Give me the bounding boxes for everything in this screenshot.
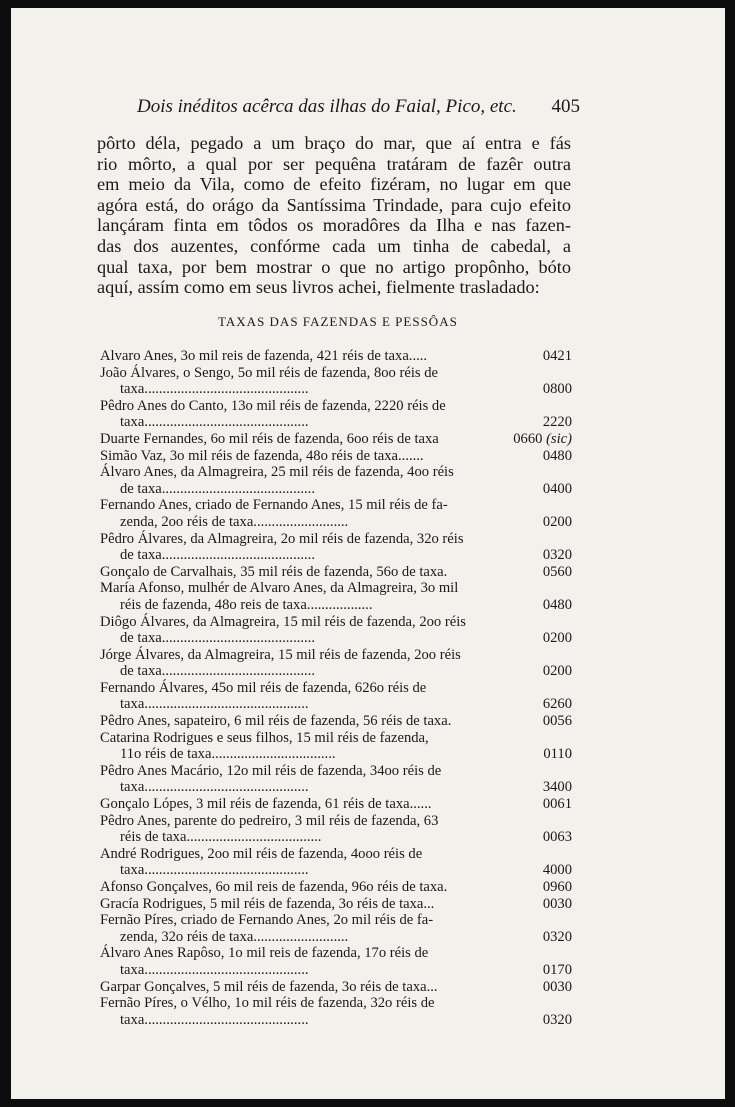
ledger-entry-text: Fernão Píres, criado de Fernando Anes, 2o mil réis de fa- [100,912,434,929]
page-header [100,96,580,122]
ledger-amount-value: 0030 [542,895,572,912]
ledger-row [100,398,572,415]
ledger-entry-text: de taxa.......................................... [120,480,315,497]
ledger-row [100,481,572,498]
paragraph-line: lançáram finta em tôdos os moradôres da Ilha e nas fazen- [97,215,571,236]
ledger-entry-text: Gonçalo Lópes, 3 mil réis de fazenda, 61 réis de taxa...... [100,796,432,813]
ledger-amount [543,448,572,465]
ledger-entry-text: Pêdro Anes, sapateiro, 6 mil réis de fazenda, 56 réis de taxa. [100,713,452,730]
ledger-amount-value: 0061 [542,796,572,813]
ledger-entry-text: Pêdro Álvares, da Almagreira, 2o mil réis de fazenda, 32o réis [100,530,464,547]
ledger-row [100,365,572,382]
ledger-row [100,381,572,398]
ledger-entry-text: Fernando Anes, criado de Fernando Anes, 15 mil réis de fa- [100,497,448,514]
ledger-entry-text: Simão Vaz, 3o mil réis de fazenda, 48o réis de taxa....... [100,447,424,464]
page-number: 405 [551,96,580,117]
ledger-row [100,614,572,631]
ledger-amount-value: 2220 [542,414,572,431]
ledger-amount [543,779,572,796]
ledger-amount-value: 0480 [542,447,572,464]
ledger-row [100,813,572,830]
ledger-entry-text: Gracía Rodrigues, 5 mil réis de fazenda, 3o réis de taxa... [100,895,435,912]
paragraph-line: em meio da Vila, como de efeito fizéram, no lugar em que [97,174,571,195]
ledger-amount [543,696,572,713]
ledger-amount-value: 0200 [542,630,572,647]
ledger-amount [543,713,572,730]
ledger-row [100,630,572,647]
ledger-row [100,945,572,962]
ledger-amount-value: 0400 [542,480,572,497]
ledger-entry-text: taxa............................................. [120,1011,309,1028]
ledger-amount-value: 0660 [513,430,543,447]
ledger-amount-value: 0200 [542,513,572,530]
ledger-amount-value: 0421 [542,348,572,364]
ledger-amount [543,414,572,431]
ledger-amount [543,663,572,680]
ledger-amount-value: 0200 [542,663,572,680]
ledger-row [100,348,572,365]
ledger-amount-value: 0056 [542,713,572,730]
ledger-row [100,547,572,564]
ledger-entry-text: réis de fazenda, 48o reis de taxa.................. [120,596,373,613]
ledger-row [100,448,572,465]
paragraph-line: rio môrto, a qual por ser pequêna tratáram de fazêr outra [97,153,571,174]
ledger-amount [543,929,572,946]
ledger-entry-text: Alvaro Anes, 3o mil reis de fazenda, 421 réis de taxa..... [100,348,428,364]
ledger-entry-text: Jórge Álvares, da Almagreira, 15 mil réis de fazenda, 2oo réis [100,646,461,663]
ledger-row [100,829,572,846]
ledger-note: (sic) [546,430,572,447]
ledger-amount-value: 0030 [542,978,572,995]
ledger-amount [543,862,572,879]
ledger-entry-text: Pêdro Anes Macário, 12o mil réis de fazenda, 34oo réis de [100,762,442,779]
ledger-row [100,879,572,896]
section-title: TAXAS DAS FAZENDAS E PESSÔAS [218,314,458,329]
ledger-amount-value: 0320 [542,928,572,945]
ledger-amount-value: 0800 [542,381,572,398]
ledger-entry-text: taxa............................................. [120,779,309,796]
ledger-entry-text: Catarina Rodrigues e seus filhos, 15 mil réis de fazenda, [100,729,429,746]
ledger-row [100,779,572,796]
ledger-entry-text: André Rodrigues, 2oo mil réis de fazenda, 4ooo réis de [100,845,423,862]
ledger-row [100,862,572,879]
ledger-row [100,896,572,913]
ledger-amount-value: 0560 [542,563,572,580]
ledger-amount-value: 0320 [542,547,572,564]
ledger-row [100,464,572,481]
ledger-amount [513,431,572,448]
ledger-amount [543,630,572,647]
ledger-entry-text: de taxa.......................................... [120,630,315,647]
ledger-row [100,580,572,597]
ledger-entry-text: Diôgo Álvares, da Almagreira, 15 mil réis de fazenda, 2oo réis [100,613,466,630]
ledger-amount [543,962,572,979]
ledger-row [100,514,572,531]
paragraph-line: das dos auzentes, confórme cada um tinha de cabedal, a [97,235,571,256]
ledger-row [100,713,572,730]
ledger-entry-text: zenda, 2oo réis de taxa.......................... [120,513,349,530]
paragraph-line: aquí, assím como em seus livros achei, fielmente trasladado: [97,277,540,298]
ledger-amount-value: 0063 [542,829,572,846]
ledger-amount [543,547,572,564]
ledger-entry-text: taxa............................................. [120,381,309,398]
ledger-row [100,995,572,1012]
ledger-entry-text: de taxa.......................................... [120,547,315,564]
ledger-entry-text: Garpar Gonçalves, 5 mil réis de fazenda, 3o réis de taxa... [100,978,438,995]
ledger-amount [543,481,572,498]
ledger-row [100,597,572,614]
ledger-amount [543,746,572,763]
running-title: Dois inéditos acêrca das ilhas do Faial, Pico, etc. [137,96,517,117]
ledger-amount [543,597,572,614]
ledger-row [100,431,572,448]
ledger-amount-value: 0960 [542,879,572,895]
ledger-amount [543,381,572,398]
ledger-amount [543,896,572,913]
ledger-entry-text: Duarte Fernandes, 6o mil réis de fazenda, 6oo réis de taxa [100,430,439,447]
ledger-row [100,979,572,996]
ledger-entry-text: Fernão Píres, o Vélho, 1o mil réis de fazenda, 32o réis de [100,995,435,1012]
ledger-amount [543,348,572,365]
tax-ledger [100,348,572,1028]
ledger-amount [543,1012,572,1029]
ledger-entry-text: María Afonso, mulhér de Alvaro Anes, da Almagreira, 3o mil [100,580,459,597]
ledger-entry-text: Pêdro Anes, parente do pedreiro, 3 mil réis de fazenda, 63 [100,812,439,829]
ledger-row [100,663,572,680]
ledger-entry-text: Afonso Gonçalves, 6o mil reis de fazenda, 96o réis de taxa. [100,879,448,895]
paragraph-line: agóra está, do orágo da Santíssima Trindade, para cujo efeito [97,194,571,215]
ledger-row [100,564,572,581]
ledger-row [100,929,572,946]
paragraph-line: qual taxa, por bem mostrar o que no artigo propônho, bóto [97,256,571,277]
ledger-row [100,912,572,929]
ledger-amount-value: 0110 [543,746,572,763]
ledger-row [100,846,572,863]
ledger-entry-text: Álvaro Anes Rapôso, 1o mil reis de fazenda, 17o réis de [100,945,429,962]
ledger-amount [543,879,572,896]
ledger-amount-value: 0320 [542,1011,572,1028]
ledger-entry-text: taxa............................................. [120,696,309,713]
ledger-amount-value: 4000 [542,862,572,879]
ledger-amount [543,514,572,531]
ledger-amount-value: 3400 [542,779,572,796]
ledger-entry-text: taxa............................................. [120,414,309,431]
paragraph-line: pôrto déla, pegado a um braço do mar, que aí entra e fás [97,133,571,153]
ledger-row [100,696,572,713]
ledger-row [100,414,572,431]
ledger-row [100,680,572,697]
ledger-amount [543,829,572,846]
ledger-entry-text: João Álvares, o Sengo, 5o mil réis de fazenda, 8oo réis de [100,364,438,381]
ledger-row [100,647,572,664]
ledger-entry-text: Fernando Álvares, 45o mil réis de fazenda, 626o réis de [100,679,427,696]
ledger-row [100,763,572,780]
ledger-amount [543,979,572,996]
ledger-row [100,962,572,979]
ledger-amount [543,564,572,581]
ledger-amount-value: 6260 [542,696,572,713]
body-paragraph [97,133,571,298]
ledger-entry-text: taxa............................................. [120,961,309,978]
ledger-entry-text: Álvaro Anes, da Almagreira, 25 mil réis de fazenda, 4oo réis [100,464,454,481]
ledger-row [100,497,572,514]
ledger-row [100,746,572,763]
ledger-amount-value: 0170 [542,961,572,978]
ledger-row [100,1012,572,1029]
ledger-row [100,730,572,747]
ledger-amount [543,796,572,813]
ledger-entry-text: de taxa.......................................... [120,663,315,680]
ledger-entry-text: 11o réis de taxa.................................. [120,746,336,763]
ledger-row [100,796,572,813]
ledger-entry-text: Pêdro Anes do Canto, 13o mil réis de fazenda, 2220 réis de [100,397,446,414]
ledger-row [100,531,572,548]
ledger-entry-text: réis de taxa..................................... [120,829,322,846]
ledger-entry-text: zenda, 32o réis de taxa.......................... [120,928,349,945]
ledger-entry-text: Gonçalo de Carvalhais, 35 mil réis de fazenda, 56o de taxa. [100,563,448,580]
ledger-amount-value: 0480 [542,596,572,613]
ledger-entry-text: taxa............................................. [120,862,309,879]
